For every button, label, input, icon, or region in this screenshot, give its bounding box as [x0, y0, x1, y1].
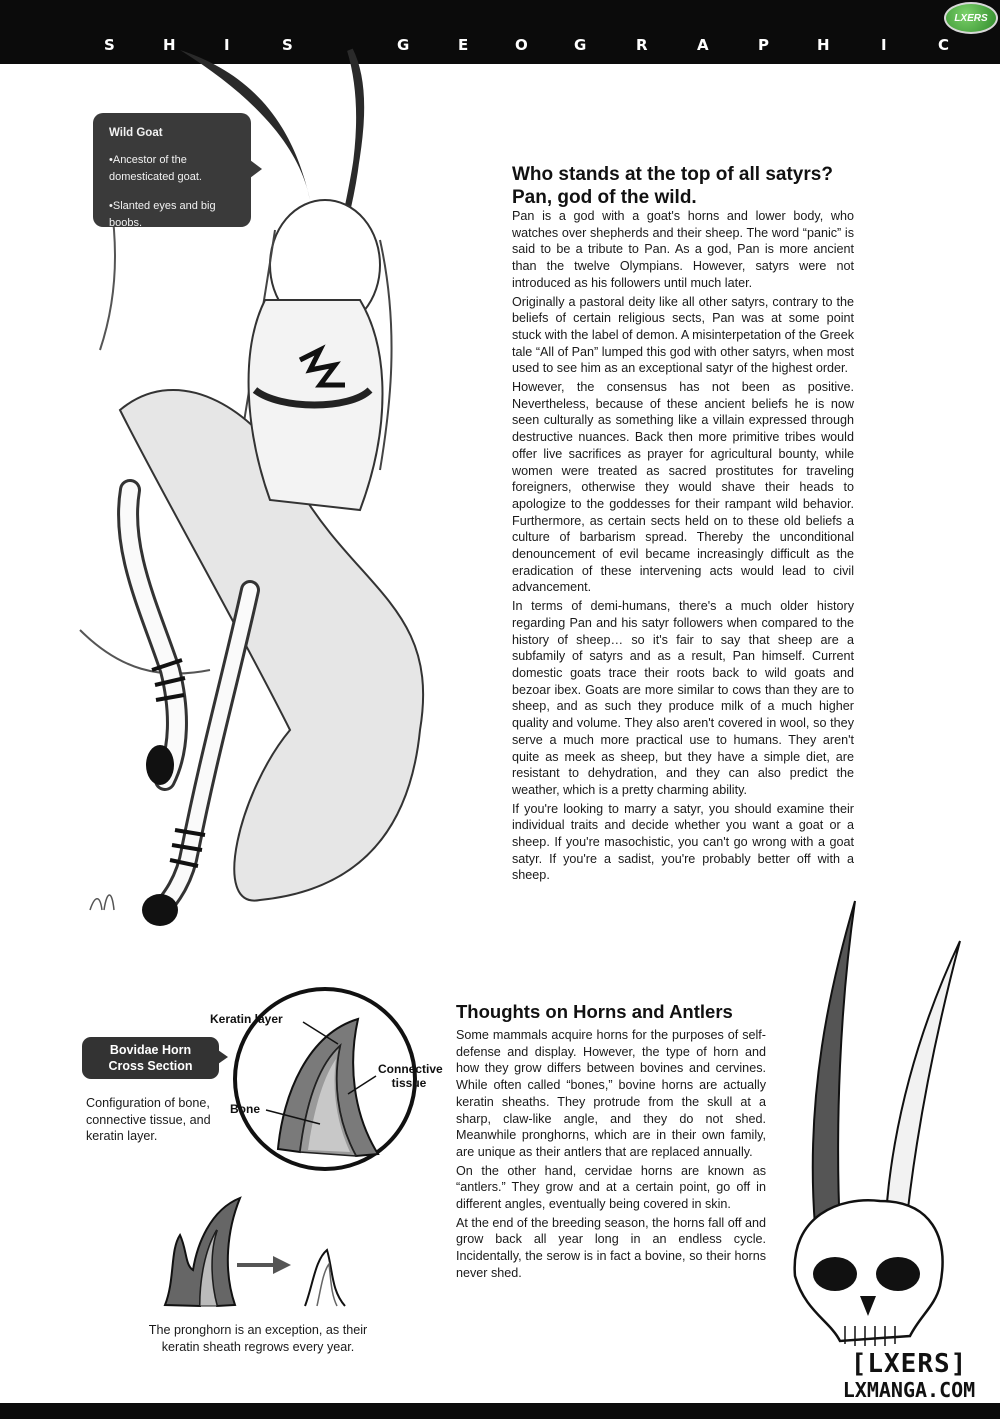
header-letter: I [224, 36, 230, 54]
article-title-line: Pan, god of the wild. [512, 187, 697, 208]
watermark [824, 1350, 994, 1402]
badge-caption: Configuration of bone, connective tissue, and keratin layer. [86, 1096, 211, 1144]
header-letter: C [938, 36, 950, 54]
horns-paragraph: Some mammals acquire horns for the purposes of self-defense and display. However, the type of horn and how they grow differs between bovines and cervines. While often called “bones,” bovine horns are actually keratin sheaths. They protrude from the skull at a sharp, claw-like angle, and they do not shed. Meanwhile pronghorns, which are in their own family, are unique as their antlers that are replaced annually. [456, 1028, 766, 1159]
header-letter: A [697, 36, 709, 54]
label-connective-line: tissue [391, 1076, 427, 1090]
article-paragraph: However, the consensus has not been as positive. Nevertheless, because of these ancient beliefs he is now seen culturally as something like a villain expressed through destructive nuances. Back then more primitive tribes would offer live sacrifices as prayer for agricultural bounty, while women were treated as sacred prostitutes for traveling foreigners, otherwise they would shave their heads to apologize to the goddesses for their rampant wild behavior. Furthermore, as certain sects held on to these old beliefs a culture of barbarism spread. Thereby the unconditional denouncement of evil became increasingly difficult as the eradication of these intervening acts would lead to civil advancement. [512, 380, 854, 595]
wild-goat-callout [93, 113, 251, 227]
label-keratin-layer: Keratin layer [210, 1012, 283, 1026]
pronghorn-caption-line: The pronghorn is an exception, as their [148, 1323, 368, 1337]
header-letter: H [817, 36, 830, 54]
horns-section-title: Thoughts on Horns and Antlers [456, 1001, 733, 1022]
bovidae-badge [82, 1037, 219, 1079]
callout-title: Wild Goat [109, 127, 163, 139]
site-logo-text: LXERS [954, 12, 988, 24]
horns-paragraph: On the other hand, cervidae horns are known as “antlers.” They grow and at a certain point, go off in different angles, eventually being covered in skin. [456, 1163, 766, 1212]
header-letter: S [104, 36, 115, 54]
label-connective-tissue [378, 1062, 443, 1090]
badge-line: Bovidae Horn [109, 1043, 192, 1057]
article-paragraph: In terms of demi-humans, there's a much older history regarding Pan and his satyr followers when compared to the history of sheep… so it's fair to say that sheep are a subfamily of satyrs and as a result, Pan himself. Current domestic goats trace their roots back to wild goats and bezoar ibex. Goats are more similar to cows than they are to sheep, and as such they produce milk of a much higher quality and volume. They also aren't covered in wool, so they serve a much more practical use to humans. They aren't quite as meek as sheep, but they have a simple diet, are resistant to dehydration, and they can also predict the weather, which is a pretty charming ability. [512, 599, 854, 797]
header-letter: I [881, 36, 887, 54]
article-title [512, 163, 842, 209]
watermark-line: LXMANGA.COM [842, 1378, 976, 1402]
callout-pointer [250, 160, 262, 178]
header-letter: E [458, 36, 469, 54]
horns-section-body [456, 1027, 766, 1284]
callout-item: •Slanted eyes and big boobs. [109, 200, 216, 229]
header-letter: H [163, 36, 176, 54]
callout-item: •Ancestor of the domesticated goat. [109, 154, 202, 183]
article-paragraph: Pan is a god with a goat's horns and lower body, who watches over shepherds and their sheep. The word “panic” is said to be a tribute to Pan. As a god, Pan is more ancient than the twelve Olympians. However, satyrs were not introduced as his followers until much later. [512, 209, 854, 290]
article-body [512, 208, 854, 886]
header-letter: G [397, 36, 410, 54]
watermark-line: [LXERS] [850, 1349, 968, 1379]
header-letter: G [574, 36, 587, 54]
header-letter: P [758, 36, 769, 54]
horns-paragraph: At the end of the breeding season, the horns fall off and grow back all year long in an endless cycle. Incidentally, the serow is in fact a bovine, so their horns never shed. [456, 1215, 766, 1280]
pronghorn-caption [100, 1322, 416, 1355]
skull-illustration [780, 896, 980, 1366]
badge-line: Cross Section [108, 1059, 193, 1073]
pronghorn-diagram [155, 1190, 375, 1310]
badge-pointer [218, 1050, 228, 1064]
article-paragraph: If you're looking to marry a satyr, you should examine their individual traits and decide whether you want a goat or a sheep. If you're masochistic, you can't go wrong with a goat satyr. If you're a sadist, you're probably better off with a sheep. [512, 801, 854, 883]
article-paragraph: Originally a pastoral deity like all other satyrs, contrary to the beliefs of certain religious sects, Pan was at some point stuck with the label of demon. A misinterpetation of the Greek tale “All of Pan” lumped this god with other satyrs, when most used to see him as an exceptional satyr of the highest order. [512, 294, 854, 376]
footer-bar [0, 1403, 1000, 1419]
header-letter: R [636, 36, 648, 54]
site-logo [944, 2, 998, 34]
header-letter: S [282, 36, 293, 54]
pronghorn-caption-line: keratin sheath regrows every year. [161, 1339, 355, 1354]
label-bone: Bone [230, 1102, 260, 1116]
label-connective-line: Connective [378, 1062, 443, 1076]
article-title-line: Who stands at the top of all satyrs? [512, 164, 833, 185]
header-letter: O [515, 36, 528, 54]
